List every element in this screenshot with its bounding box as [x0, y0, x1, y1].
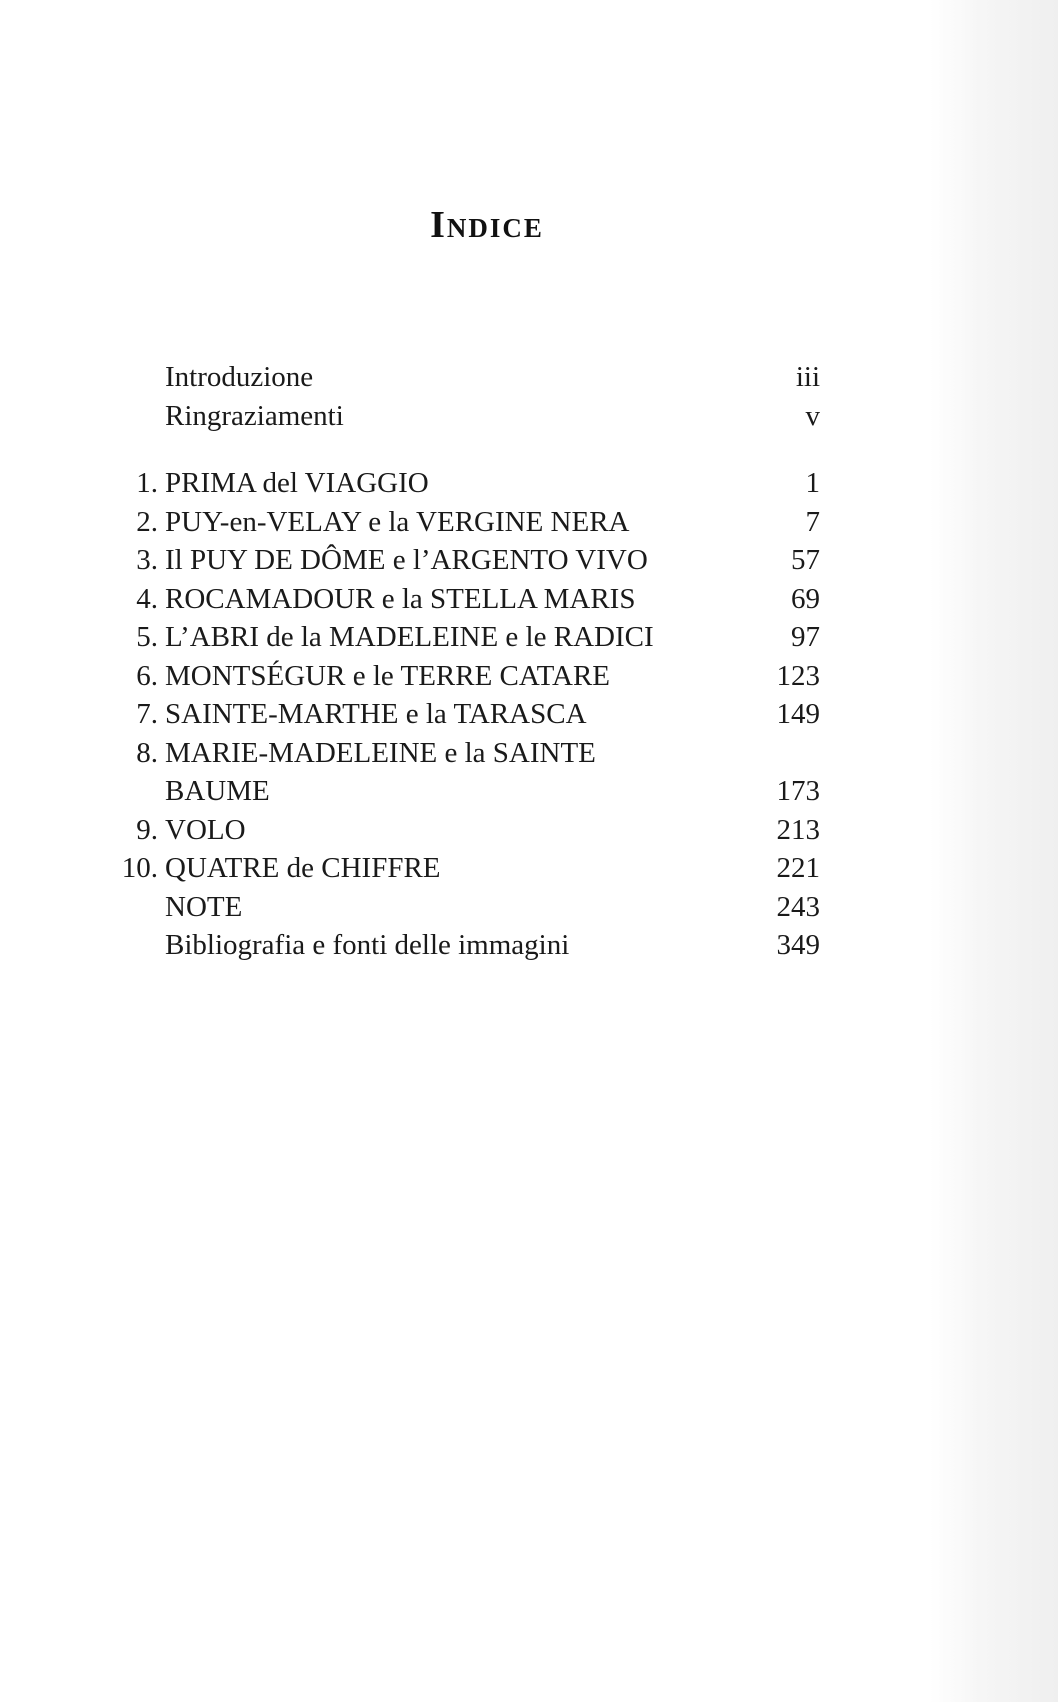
- toc-entry: [110, 580, 820, 619]
- page-number: iii: [795, 361, 820, 393]
- chapter-number: 10.: [121, 852, 158, 884]
- chapter-number: 7.: [136, 698, 158, 730]
- page-number: 173: [776, 775, 820, 807]
- chapter-number: 2.: [136, 505, 158, 538]
- entry-title: MONTSÉGUR e le TERRE CATARE: [165, 659, 611, 692]
- page-number: 349: [776, 929, 820, 961]
- entry-title: VOLO: [165, 813, 246, 846]
- toc-entry: [110, 849, 820, 888]
- chapter-number: 9.: [136, 813, 158, 846]
- chapter-number: 5.: [136, 621, 158, 653]
- entry-title: QUATRE de CHIFFRE: [165, 852, 441, 884]
- page-number: 7: [805, 505, 820, 538]
- page-number: 221: [776, 852, 820, 884]
- toc-entry: [110, 397, 820, 436]
- page-number: 97: [791, 621, 820, 653]
- chapter-number: 8.: [136, 736, 158, 769]
- entry-title: Il PUY DE DÔME e l’ARGENTO VIVO: [165, 544, 648, 576]
- entry-title: MARIE-MADELEINE e la SAINTE BAUME: [165, 736, 596, 807]
- toc-entry: [110, 888, 820, 927]
- page-number: 213: [776, 813, 820, 846]
- page-number: v: [805, 399, 820, 432]
- toc-entry: [110, 695, 820, 734]
- toc-entry: [110, 657, 820, 696]
- toc-entry: [110, 464, 820, 503]
- toc-entry: [110, 618, 820, 657]
- toc-entry: [110, 734, 820, 811]
- toc-entry: [110, 541, 820, 580]
- entry-title: SAINTE-MARTHE e la TARASCA: [165, 698, 587, 730]
- page-number: 69: [791, 582, 820, 615]
- toc-entry: [110, 358, 820, 397]
- chapter-number: 6.: [136, 659, 158, 692]
- chapter-number: 3.: [136, 544, 158, 576]
- chapter-number: 4.: [136, 582, 158, 615]
- page-number: 149: [776, 698, 820, 730]
- page-number: 1: [805, 467, 820, 499]
- page-number: 57: [791, 544, 820, 576]
- page-title: Indice: [430, 204, 544, 246]
- toc-entry: [110, 503, 820, 542]
- toc-entry: [110, 926, 820, 965]
- table-of-contents: [110, 358, 820, 965]
- entry-title: Introduzione: [165, 361, 314, 393]
- entry-title: Bibliografia e fonti delle immagini: [165, 929, 570, 961]
- entry-title: PRIMA del VIAGGIO: [165, 467, 429, 499]
- entry-title: L’ABRI de la MADELEINE e le RADICI: [165, 621, 654, 653]
- entry-title: PUY-en-VELAY e la VERGINE NERA: [165, 505, 630, 538]
- page-number: 243: [776, 890, 820, 923]
- chapter-number: 1.: [136, 467, 158, 499]
- entry-title: ROCAMADOUR e la STELLA MARIS: [165, 582, 636, 615]
- entry-title: NOTE: [165, 890, 243, 923]
- entry-title: Ringraziamenti: [165, 399, 344, 432]
- page-number: 123: [776, 659, 820, 692]
- toc-entry: [110, 811, 820, 850]
